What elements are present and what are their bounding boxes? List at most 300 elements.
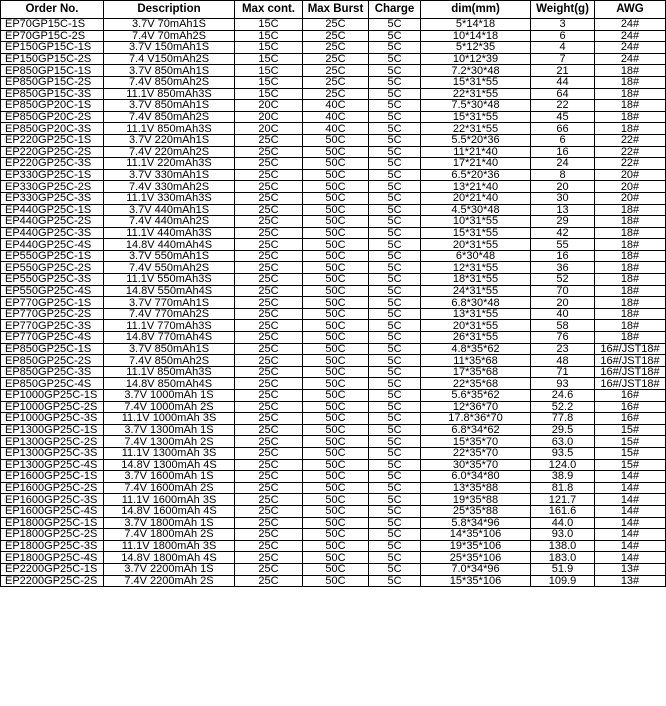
cell-max-cont: 25C bbox=[235, 332, 303, 344]
cell-weight: 138.0 bbox=[531, 540, 595, 552]
table-row bbox=[1, 250, 666, 262]
cell-weight: 13 bbox=[531, 204, 595, 216]
cell-charge: 5C bbox=[369, 285, 421, 297]
cell-max-cont: 25C bbox=[235, 355, 303, 367]
cell-awg: 18# bbox=[595, 227, 666, 239]
cell-dimensions: 6.5*20*36 bbox=[421, 169, 531, 181]
table-row bbox=[1, 30, 666, 42]
table-row bbox=[1, 42, 666, 54]
cell-dimensions: 13*31*55 bbox=[421, 308, 531, 320]
cell-description: 14.8V 770mAh4S bbox=[104, 332, 235, 344]
cell-awg: 24# bbox=[595, 53, 666, 65]
cell-charge: 5C bbox=[369, 529, 421, 541]
cell-description: 3.7V 850mAh1S bbox=[104, 343, 235, 355]
cell-max-burst: 50C bbox=[303, 436, 369, 448]
cell-max-cont: 25C bbox=[235, 447, 303, 459]
cell-max-cont: 25C bbox=[235, 239, 303, 251]
cell-max-cont: 25C bbox=[235, 505, 303, 517]
cell-charge: 5C bbox=[369, 436, 421, 448]
cell-order-no: EP850GP15C-3S bbox=[1, 88, 104, 100]
cell-max-cont: 25C bbox=[235, 378, 303, 390]
cell-order-no: EP850GP25C-1S bbox=[1, 343, 104, 355]
cell-weight: 24 bbox=[531, 158, 595, 170]
cell-dimensions: 20*31*55 bbox=[421, 239, 531, 251]
cell-charge: 5C bbox=[369, 332, 421, 344]
cell-max-cont: 20C bbox=[235, 123, 303, 135]
cell-dimensions: 15*31*55 bbox=[421, 227, 531, 239]
cell-max-cont: 25C bbox=[235, 540, 303, 552]
cell-charge: 5C bbox=[369, 366, 421, 378]
cell-weight: 77.8 bbox=[531, 413, 595, 425]
cell-description: 3.7V 1000mAh 1S bbox=[104, 390, 235, 402]
cell-awg: 16# bbox=[595, 390, 666, 402]
cell-charge: 5C bbox=[369, 447, 421, 459]
cell-weight: 51.9 bbox=[531, 563, 595, 575]
cell-charge: 5C bbox=[369, 575, 421, 587]
cell-weight: 4 bbox=[531, 42, 595, 54]
cell-dimensions: 13*35*88 bbox=[421, 482, 531, 494]
cell-charge: 5C bbox=[369, 216, 421, 228]
cell-weight: 63.0 bbox=[531, 436, 595, 448]
table-row bbox=[1, 459, 666, 471]
cell-max-cont: 25C bbox=[235, 320, 303, 332]
cell-dimensions: 19*35*88 bbox=[421, 494, 531, 506]
cell-max-cont: 25C bbox=[235, 563, 303, 575]
cell-charge: 5C bbox=[369, 42, 421, 54]
cell-max-burst: 50C bbox=[303, 529, 369, 541]
cell-order-no: EP1300GP25C-2S bbox=[1, 436, 104, 448]
cell-weight: 6 bbox=[531, 134, 595, 146]
cell-dimensions: 18*31*55 bbox=[421, 274, 531, 286]
cell-awg: 13# bbox=[595, 575, 666, 587]
cell-order-no: EP1600GP25C-2S bbox=[1, 482, 104, 494]
cell-max-burst: 50C bbox=[303, 355, 369, 367]
cell-awg: 20# bbox=[595, 169, 666, 181]
table-row bbox=[1, 332, 666, 344]
cell-dimensions: 10*14*18 bbox=[421, 30, 531, 42]
cell-max-cont: 25C bbox=[235, 482, 303, 494]
cell-max-cont: 25C bbox=[235, 274, 303, 286]
cell-max-burst: 50C bbox=[303, 134, 369, 146]
cell-dimensions: 10*31*55 bbox=[421, 216, 531, 228]
cell-description: 7.4V 850mAh2S bbox=[104, 76, 235, 88]
table-header bbox=[1, 1, 666, 19]
cell-charge: 5C bbox=[369, 76, 421, 88]
cell-order-no: EP330GP25C-2S bbox=[1, 181, 104, 193]
cell-dimensions: 20*21*40 bbox=[421, 192, 531, 204]
table-row bbox=[1, 529, 666, 541]
cell-weight: 64 bbox=[531, 88, 595, 100]
cell-weight: 40 bbox=[531, 308, 595, 320]
cell-max-burst: 50C bbox=[303, 250, 369, 262]
cell-description: 7.4V 770mAh2S bbox=[104, 308, 235, 320]
cell-weight: 48 bbox=[531, 355, 595, 367]
cell-order-no: EP330GP25C-1S bbox=[1, 169, 104, 181]
cell-description: 11.1V 850mAh3S bbox=[104, 366, 235, 378]
cell-description: 7.4V 440mAh2S bbox=[104, 216, 235, 228]
cell-description: 3.7V 850mAh1S bbox=[104, 100, 235, 112]
table-row bbox=[1, 343, 666, 355]
cell-weight: 24.6 bbox=[531, 390, 595, 402]
cell-max-cont: 25C bbox=[235, 471, 303, 483]
cell-description: 14.8V 1600mAh 4S bbox=[104, 505, 235, 517]
cell-order-no: EP1300GP25C-3S bbox=[1, 447, 104, 459]
cell-description: 3.7V 70mAh1S bbox=[104, 19, 235, 31]
cell-max-cont: 15C bbox=[235, 42, 303, 54]
cell-max-cont: 25C bbox=[235, 262, 303, 274]
cell-weight: 30 bbox=[531, 192, 595, 204]
cell-description: 3.7V 1600mAh 1S bbox=[104, 471, 235, 483]
cell-max-burst: 50C bbox=[303, 378, 369, 390]
cell-charge: 5C bbox=[369, 540, 421, 552]
cell-order-no: EP440GP25C-2S bbox=[1, 216, 104, 228]
cell-awg: 16#/JST18# bbox=[595, 355, 666, 367]
cell-order-no: EP440GP25C-3S bbox=[1, 227, 104, 239]
cell-dimensions: 17*35*68 bbox=[421, 366, 531, 378]
cell-dimensions: 5.5*20*36 bbox=[421, 134, 531, 146]
cell-description: 11.1V 770mAh3S bbox=[104, 320, 235, 332]
cell-max-burst: 50C bbox=[303, 343, 369, 355]
table-row bbox=[1, 563, 666, 575]
cell-max-cont: 25C bbox=[235, 575, 303, 587]
cell-max-burst: 50C bbox=[303, 308, 369, 320]
cell-max-burst: 50C bbox=[303, 401, 369, 413]
table-row bbox=[1, 401, 666, 413]
cell-max-burst: 40C bbox=[303, 100, 369, 112]
cell-max-burst: 50C bbox=[303, 366, 369, 378]
cell-order-no: EP850GP25C-4S bbox=[1, 378, 104, 390]
cell-max-burst: 25C bbox=[303, 19, 369, 31]
table-row bbox=[1, 308, 666, 320]
cell-order-no: EP1600GP25C-4S bbox=[1, 505, 104, 517]
cell-dimensions: 7.2*30*48 bbox=[421, 65, 531, 77]
cell-order-no: EP770GP25C-2S bbox=[1, 308, 104, 320]
cell-awg: 22# bbox=[595, 158, 666, 170]
cell-description: 7.4V 220mAh2S bbox=[104, 146, 235, 158]
header-description: Description bbox=[104, 1, 235, 19]
cell-dimensions: 5.6*35*62 bbox=[421, 390, 531, 402]
cell-description: 3.7V 850mAh1S bbox=[104, 65, 235, 77]
cell-weight: 29 bbox=[531, 216, 595, 228]
cell-charge: 5C bbox=[369, 297, 421, 309]
cell-dimensions: 12*36*70 bbox=[421, 401, 531, 413]
cell-description: 3.7V 220mAh1S bbox=[104, 134, 235, 146]
table-row bbox=[1, 204, 666, 216]
cell-charge: 5C bbox=[369, 169, 421, 181]
cell-awg: 18# bbox=[595, 320, 666, 332]
cell-max-burst: 40C bbox=[303, 123, 369, 135]
table-row bbox=[1, 76, 666, 88]
cell-weight: 3 bbox=[531, 19, 595, 31]
cell-max-burst: 50C bbox=[303, 390, 369, 402]
cell-order-no: EP1800GP25C-3S bbox=[1, 540, 104, 552]
cell-weight: 55 bbox=[531, 239, 595, 251]
table-row bbox=[1, 471, 666, 483]
cell-max-cont: 25C bbox=[235, 459, 303, 471]
cell-weight: 52.2 bbox=[531, 401, 595, 413]
cell-weight: 124.0 bbox=[531, 459, 595, 471]
cell-max-cont: 25C bbox=[235, 216, 303, 228]
table-row bbox=[1, 88, 666, 100]
cell-charge: 5C bbox=[369, 123, 421, 135]
cell-description: 11.1V 850mAh3S bbox=[104, 123, 235, 135]
cell-charge: 5C bbox=[369, 355, 421, 367]
cell-description: 11.1V 220mAh3S bbox=[104, 158, 235, 170]
cell-awg: 18# bbox=[595, 332, 666, 344]
cell-charge: 5C bbox=[369, 563, 421, 575]
cell-max-burst: 50C bbox=[303, 540, 369, 552]
cell-charge: 5C bbox=[369, 308, 421, 320]
cell-order-no: EP2200GP25C-2S bbox=[1, 575, 104, 587]
cell-dimensions: 6.8*30*48 bbox=[421, 297, 531, 309]
cell-max-burst: 50C bbox=[303, 517, 369, 529]
cell-awg: 24# bbox=[595, 42, 666, 54]
cell-max-burst: 50C bbox=[303, 424, 369, 436]
cell-dimensions: 12*31*55 bbox=[421, 262, 531, 274]
cell-weight: 20 bbox=[531, 181, 595, 193]
cell-order-no: EP1800GP25C-2S bbox=[1, 529, 104, 541]
cell-dimensions: 14*35*106 bbox=[421, 529, 531, 541]
table-row bbox=[1, 540, 666, 552]
cell-max-cont: 25C bbox=[235, 297, 303, 309]
header-awg: AWG bbox=[595, 1, 666, 19]
cell-order-no: EP1800GP25C-4S bbox=[1, 552, 104, 564]
cell-order-no: EP770GP25C-4S bbox=[1, 332, 104, 344]
table-row bbox=[1, 100, 666, 112]
table-row bbox=[1, 181, 666, 193]
cell-max-cont: 25C bbox=[235, 390, 303, 402]
cell-order-no: EP850GP20C-1S bbox=[1, 100, 104, 112]
cell-charge: 5C bbox=[369, 146, 421, 158]
table-row bbox=[1, 158, 666, 170]
cell-description: 11.1V 850mAh3S bbox=[104, 88, 235, 100]
cell-order-no: EP440GP25C-1S bbox=[1, 204, 104, 216]
cell-description: 7.4V 330mAh2S bbox=[104, 181, 235, 193]
cell-max-burst: 50C bbox=[303, 505, 369, 517]
cell-awg: 15# bbox=[595, 436, 666, 448]
cell-description: 11.1V 1800mAh 3S bbox=[104, 540, 235, 552]
table-row bbox=[1, 552, 666, 564]
cell-max-burst: 50C bbox=[303, 239, 369, 251]
cell-description: 3.7V 770mAh1S bbox=[104, 297, 235, 309]
header-row bbox=[1, 1, 666, 19]
table-row bbox=[1, 216, 666, 228]
cell-description: 7.4V 1600mAh 2S bbox=[104, 482, 235, 494]
cell-awg: 24# bbox=[595, 30, 666, 42]
cell-dimensions: 22*31*55 bbox=[421, 88, 531, 100]
cell-max-cont: 25C bbox=[235, 181, 303, 193]
cell-awg: 18# bbox=[595, 76, 666, 88]
cell-order-no: EP1300GP25C-1S bbox=[1, 424, 104, 436]
cell-max-burst: 50C bbox=[303, 285, 369, 297]
cell-max-burst: 50C bbox=[303, 216, 369, 228]
cell-weight: 58 bbox=[531, 320, 595, 332]
cell-max-cont: 15C bbox=[235, 30, 303, 42]
cell-awg: 13# bbox=[595, 563, 666, 575]
cell-dimensions: 4.5*30*48 bbox=[421, 204, 531, 216]
cell-description: 11.1V 1000mAh 3S bbox=[104, 413, 235, 425]
cell-max-burst: 50C bbox=[303, 181, 369, 193]
cell-dimensions: 11*21*40 bbox=[421, 146, 531, 158]
cell-description: 7.4V 850mAh2S bbox=[104, 111, 235, 123]
cell-description: 14.8V 850mAh4S bbox=[104, 378, 235, 390]
cell-weight: 21 bbox=[531, 65, 595, 77]
cell-max-burst: 50C bbox=[303, 204, 369, 216]
cell-max-burst: 50C bbox=[303, 413, 369, 425]
cell-charge: 5C bbox=[369, 111, 421, 123]
cell-dimensions: 5.8*34*96 bbox=[421, 517, 531, 529]
cell-max-cont: 20C bbox=[235, 100, 303, 112]
cell-max-cont: 25C bbox=[235, 366, 303, 378]
cell-order-no: EP1600GP25C-1S bbox=[1, 471, 104, 483]
cell-order-no: EP1000GP25C-2S bbox=[1, 401, 104, 413]
cell-dimensions: 22*31*55 bbox=[421, 123, 531, 135]
header-order-no: Order No. bbox=[1, 1, 104, 19]
cell-weight: 44 bbox=[531, 76, 595, 88]
cell-awg: 14# bbox=[595, 471, 666, 483]
cell-charge: 5C bbox=[369, 343, 421, 355]
cell-max-cont: 25C bbox=[235, 308, 303, 320]
table-row bbox=[1, 482, 666, 494]
cell-max-burst: 25C bbox=[303, 53, 369, 65]
cell-weight: 71 bbox=[531, 366, 595, 378]
header-weight: Weight(g) bbox=[531, 1, 595, 19]
cell-max-cont: 20C bbox=[235, 111, 303, 123]
cell-description: 3.7V 330mAh1S bbox=[104, 169, 235, 181]
cell-weight: 161.6 bbox=[531, 505, 595, 517]
cell-max-cont: 25C bbox=[235, 401, 303, 413]
cell-max-burst: 50C bbox=[303, 447, 369, 459]
cell-charge: 5C bbox=[369, 30, 421, 42]
cell-description: 3.7V 440mAh1S bbox=[104, 204, 235, 216]
cell-order-no: EP440GP25C-4S bbox=[1, 239, 104, 251]
table-row bbox=[1, 378, 666, 390]
cell-description: 7.4V 850mAh2S bbox=[104, 355, 235, 367]
table-row bbox=[1, 134, 666, 146]
cell-order-no: EP1000GP25C-1S bbox=[1, 390, 104, 402]
cell-awg: 18# bbox=[595, 274, 666, 286]
cell-max-burst: 50C bbox=[303, 297, 369, 309]
cell-max-burst: 50C bbox=[303, 482, 369, 494]
cell-weight: 66 bbox=[531, 123, 595, 135]
cell-description: 7.4V 1800mAh 2S bbox=[104, 529, 235, 541]
cell-charge: 5C bbox=[369, 424, 421, 436]
table-row bbox=[1, 19, 666, 31]
cell-description: 14.8V 1300mAh 4S bbox=[104, 459, 235, 471]
cell-max-cont: 25C bbox=[235, 343, 303, 355]
cell-dimensions: 10*12*39 bbox=[421, 53, 531, 65]
cell-awg: 18# bbox=[595, 100, 666, 112]
cell-awg: 14# bbox=[595, 505, 666, 517]
cell-max-cont: 25C bbox=[235, 158, 303, 170]
cell-weight: 20 bbox=[531, 297, 595, 309]
cell-charge: 5C bbox=[369, 401, 421, 413]
cell-charge: 5C bbox=[369, 378, 421, 390]
table-row bbox=[1, 285, 666, 297]
cell-description: 11.1V 1300mAh 3S bbox=[104, 447, 235, 459]
cell-max-burst: 40C bbox=[303, 111, 369, 123]
cell-order-no: EP850GP20C-2S bbox=[1, 111, 104, 123]
cell-awg: 14# bbox=[595, 552, 666, 564]
cell-description: 3.7V 150mAh1S bbox=[104, 42, 235, 54]
cell-weight: 36 bbox=[531, 262, 595, 274]
header-charge: Charge bbox=[369, 1, 421, 19]
cell-dimensions: 7.0*34*96 bbox=[421, 563, 531, 575]
cell-order-no: EP850GP25C-2S bbox=[1, 355, 104, 367]
cell-awg: 15# bbox=[595, 424, 666, 436]
table-body bbox=[1, 19, 666, 587]
cell-charge: 5C bbox=[369, 181, 421, 193]
cell-order-no: EP220GP25C-1S bbox=[1, 134, 104, 146]
cell-awg: 16# bbox=[595, 401, 666, 413]
table-row bbox=[1, 505, 666, 517]
cell-charge: 5C bbox=[369, 53, 421, 65]
cell-max-burst: 50C bbox=[303, 552, 369, 564]
cell-order-no: EP550GP25C-4S bbox=[1, 285, 104, 297]
cell-weight: 183.0 bbox=[531, 552, 595, 564]
cell-description: 7.4V 1300mAh 2S bbox=[104, 436, 235, 448]
cell-charge: 5C bbox=[369, 88, 421, 100]
cell-order-no: EP550GP25C-3S bbox=[1, 274, 104, 286]
cell-description: 14.8V 440mAh4S bbox=[104, 239, 235, 251]
cell-order-no: EP550GP25C-2S bbox=[1, 262, 104, 274]
cell-dimensions: 26*31*55 bbox=[421, 332, 531, 344]
cell-order-no: EP2200GP25C-1S bbox=[1, 563, 104, 575]
cell-charge: 5C bbox=[369, 459, 421, 471]
cell-dimensions: 22*35*70 bbox=[421, 447, 531, 459]
cell-charge: 5C bbox=[369, 482, 421, 494]
header-max-cont: Max cont. bbox=[235, 1, 303, 19]
cell-max-burst: 50C bbox=[303, 320, 369, 332]
cell-description: 7.4 V150mAh2S bbox=[104, 53, 235, 65]
cell-dimensions: 4.8*35*62 bbox=[421, 343, 531, 355]
cell-charge: 5C bbox=[369, 505, 421, 517]
cell-dimensions: 6*30*48 bbox=[421, 250, 531, 262]
cell-charge: 5C bbox=[369, 65, 421, 77]
cell-order-no: EP220GP25C-2S bbox=[1, 146, 104, 158]
cell-awg: 18# bbox=[595, 262, 666, 274]
cell-order-no: EP70GP15C-2S bbox=[1, 30, 104, 42]
cell-max-cont: 25C bbox=[235, 192, 303, 204]
cell-weight: 81.8 bbox=[531, 482, 595, 494]
cell-order-no: EP1300GP25C-4S bbox=[1, 459, 104, 471]
cell-order-no: EP150GP15C-2S bbox=[1, 53, 104, 65]
cell-description: 7.4V 1000mAh 2S bbox=[104, 401, 235, 413]
cell-awg: 18# bbox=[595, 88, 666, 100]
cell-charge: 5C bbox=[369, 274, 421, 286]
cell-weight: 6 bbox=[531, 30, 595, 42]
cell-max-burst: 50C bbox=[303, 146, 369, 158]
cell-dimensions: 20*31*55 bbox=[421, 320, 531, 332]
cell-order-no: EP550GP25C-1S bbox=[1, 250, 104, 262]
cell-max-cont: 25C bbox=[235, 134, 303, 146]
cell-awg: 18# bbox=[595, 250, 666, 262]
cell-max-burst: 50C bbox=[303, 169, 369, 181]
cell-max-burst: 50C bbox=[303, 227, 369, 239]
cell-order-no: EP220GP25C-3S bbox=[1, 158, 104, 170]
cell-max-burst: 50C bbox=[303, 563, 369, 575]
cell-dimensions: 25*35*106 bbox=[421, 552, 531, 564]
table-row bbox=[1, 65, 666, 77]
table-row bbox=[1, 436, 666, 448]
cell-order-no: EP330GP25C-3S bbox=[1, 192, 104, 204]
cell-description: 7.4V 70mAh2S bbox=[104, 30, 235, 42]
cell-awg: 22# bbox=[595, 134, 666, 146]
cell-description: 3.7V 1300mAh 1S bbox=[104, 424, 235, 436]
cell-order-no: EP1800GP25C-1S bbox=[1, 517, 104, 529]
cell-weight: 76 bbox=[531, 332, 595, 344]
cell-dimensions: 15*31*55 bbox=[421, 111, 531, 123]
